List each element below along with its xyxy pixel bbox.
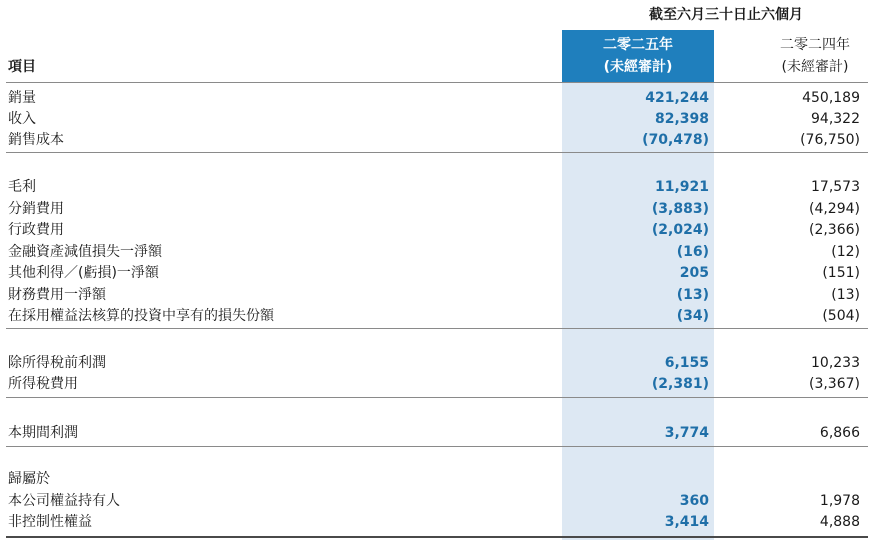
prior-value: (151) <box>822 265 860 281</box>
section-divider <box>6 397 868 398</box>
prior-value: (2,366) <box>808 222 860 238</box>
row-label: 金融資產減值損失一淨額 <box>8 244 162 260</box>
prior-value: 94,322 <box>811 111 860 127</box>
prior-year-header: 二零二四年 <box>780 37 850 53</box>
prior-value: (504) <box>822 308 860 324</box>
current-value: (34) <box>676 308 709 324</box>
current-value: 205 <box>679 265 709 281</box>
table-bottom-rule <box>6 536 868 538</box>
current-value: (13) <box>676 287 709 303</box>
current-value: (3,883) <box>651 201 709 217</box>
row-label: 毛利 <box>8 179 36 195</box>
table-row <box>8 374 870 395</box>
prior-value: 450,189 <box>802 90 860 106</box>
current-value: 3,414 <box>664 514 709 530</box>
table-row <box>8 88 870 109</box>
section-divider <box>6 152 868 153</box>
row-label: 除所得稅前利潤 <box>8 355 106 371</box>
table-row <box>8 263 870 284</box>
current-value: 360 <box>679 493 709 509</box>
row-label: 歸屬於 <box>8 471 50 487</box>
current-year-note: (未經審計) <box>603 59 673 75</box>
table-row <box>8 130 870 151</box>
section-divider <box>6 328 868 329</box>
prior-value: (12) <box>831 244 860 260</box>
row-label: 本期間利潤 <box>8 425 78 441</box>
prior-value: 4,888 <box>819 514 860 530</box>
row-label: 所得稅費用 <box>8 376 78 392</box>
table-row <box>8 109 870 130</box>
row-label: 在採用權益法核算的投資中享有的損失份額 <box>8 308 274 324</box>
current-year-header: 二零二五年 <box>603 37 673 53</box>
prior-value: (4,294) <box>808 201 860 217</box>
table-row <box>8 423 870 444</box>
item-column-header: 項目 <box>8 59 36 75</box>
current-value: 421,244 <box>645 90 709 106</box>
row-label: 收入 <box>8 111 36 127</box>
current-value: (2,024) <box>651 222 709 238</box>
current-value: (16) <box>676 244 709 260</box>
prior-value: (13) <box>831 287 860 303</box>
row-label: 行政費用 <box>8 222 64 238</box>
current-value: 6,155 <box>664 355 709 371</box>
table-row <box>8 220 870 241</box>
row-label: 財務費用一淨額 <box>8 287 106 303</box>
table-row <box>8 469 870 490</box>
current-value: 82,398 <box>654 111 709 127</box>
prior-value: 10,233 <box>811 355 860 371</box>
row-label: 本公司權益持有人 <box>8 493 120 509</box>
table-row <box>8 306 870 327</box>
table-row <box>8 285 870 306</box>
prior-value: (3,367) <box>808 376 860 392</box>
row-label: 分銷費用 <box>8 201 64 217</box>
current-value: (70,478) <box>642 132 709 148</box>
period-header: 截至六月三十日止六個月 <box>649 7 803 23</box>
row-label: 銷售成本 <box>8 132 64 148</box>
table-row <box>8 353 870 374</box>
prior-value: 1,978 <box>819 493 860 509</box>
table-row <box>8 199 870 220</box>
current-value: 3,774 <box>664 425 709 441</box>
section-divider <box>6 446 868 447</box>
prior-value: (76,750) <box>800 132 860 148</box>
table-row <box>8 512 870 533</box>
row-label: 銷量 <box>8 90 36 106</box>
row-label: 非控制性權益 <box>8 514 92 530</box>
table-row <box>8 242 870 263</box>
current-value: 11,921 <box>654 179 709 195</box>
header-divider <box>6 82 868 83</box>
prior-year-note: (未經審計) <box>781 59 849 75</box>
table-row <box>8 177 870 198</box>
prior-value: 6,866 <box>819 425 860 441</box>
current-value: (2,381) <box>651 376 709 392</box>
row-label: 其他利得／(虧損)一淨額 <box>8 265 159 281</box>
prior-value: 17,573 <box>811 179 860 195</box>
table-row <box>8 491 870 512</box>
